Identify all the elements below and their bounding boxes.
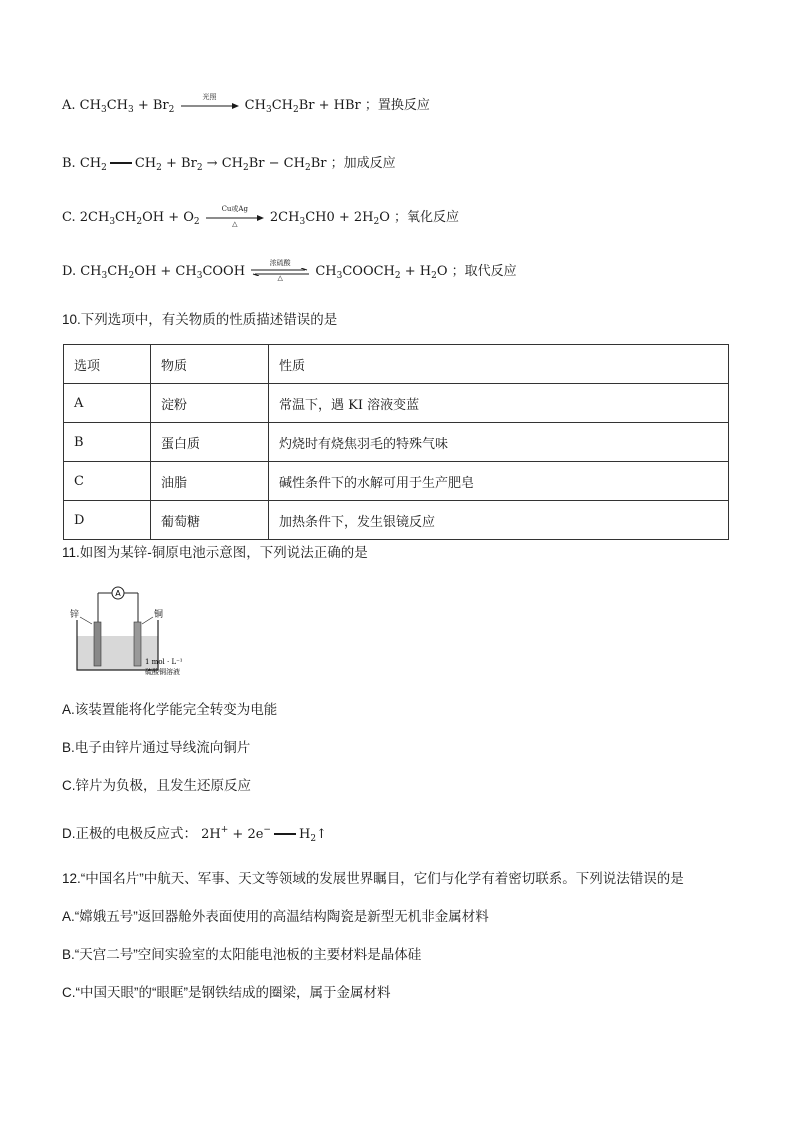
table-row [64, 501, 729, 540]
reaction-condition: 浓硫酸 [269, 258, 291, 267]
zinc-label: 锌 [70, 610, 80, 620]
reaction-type: ；置换反应 [364, 98, 430, 113]
table-cell: 油脂 [151, 462, 269, 501]
reaction-type: ；取代反应 [451, 264, 517, 279]
table-cell: C [64, 462, 151, 501]
table-cell: 灼烧时有烧焦羽毛的特殊气味 [269, 423, 729, 462]
option-label: A. [62, 98, 76, 113]
table-cell: D [64, 501, 151, 540]
q10-stem: 10.下列选项中，有关物质的性质描述错误的是 [62, 312, 338, 327]
q12-option-b[interactable]: B.“天宫二号”空间实验室的太阳能电池板的主要材料是晶体硅 [62, 947, 422, 962]
q11-option-b[interactable]: B.电子由锌片通过导线流向铜片 [62, 740, 251, 755]
solution-name: 硫酸铜溶液 [145, 668, 180, 676]
zinc-electrode [94, 622, 101, 666]
q12-stem: 12.“中国名片”中航天、军事、天文等领域的发展世界瞩目，它们与化学有着密切联系。下列说法错误的是 [62, 871, 684, 886]
option-label: D. [62, 264, 77, 279]
q12-option-a[interactable]: A.“嫦娥五号”返回器舱外表面使用的高温结构陶瓷是新型无机非金属材料 [62, 909, 489, 924]
table-row [64, 384, 729, 423]
reversible-arrow-icon [251, 258, 309, 282]
reaction-type: ；氧化反应 [394, 210, 460, 225]
option-label: B. [62, 156, 76, 171]
table-header: 选项 [64, 345, 151, 384]
table-cell: 蛋白质 [151, 423, 269, 462]
table-cell: 常温下，遇 KI 溶液变蓝 [269, 384, 729, 423]
q9-option-b[interactable]: B. $CH_2$ $CH_2 + Br_2 \to CH_2Br - CH_2Br$ ；加成反应 [62, 156, 396, 173]
reaction-condition: Cu或Ag [221, 204, 248, 213]
table-cell: 淀粉 [151, 384, 269, 423]
q12-option-c[interactable]: C.“中国天眼”的“眼眶”是钢铁结成的圈梁，属于金属材料 [62, 985, 391, 1000]
q11-option-c[interactable]: C.锌片为负极，且发生还原反应 [62, 778, 251, 793]
q11-option-a[interactable]: A.该装置能将化学能完全转变为电能 [62, 702, 278, 717]
reaction-condition-heat: △ [232, 219, 238, 228]
galvanic-cell-figure [70, 580, 190, 680]
copper-electrode [134, 622, 141, 666]
option-d-text: D.正极的电极反应式： [62, 826, 197, 841]
q9-option-d[interactable]: D. $CH_3CH_2OH$ + $CH_3COOH$ 浓硫酸 △ $CH_3COOCH_2 + H_2O$ ；取代反应 [62, 258, 517, 282]
table-cell: B [64, 423, 151, 462]
table-row [64, 423, 729, 462]
reaction-arrow-icon [206, 204, 264, 228]
table-cell: 加热条件下，发生银镜反应 [269, 501, 729, 540]
table-cell: 碱性条件下的水解可用于生产肥皂 [269, 462, 729, 501]
table-row [64, 462, 729, 501]
reaction-condition: 光照 [202, 92, 217, 101]
q9-option-c[interactable]: C. $2CH_3CH_2OH + O_2$ Cu或Ag △ $2CH_3CH0 + 2H_2O$ ；氧化反应 [62, 204, 460, 228]
ammeter-label: A [115, 589, 121, 598]
table-cell: 葡萄糖 [151, 501, 269, 540]
reaction-type: ；加成反应 [330, 156, 396, 171]
option-label: C. [62, 210, 76, 225]
table-cell: A [64, 384, 151, 423]
double-bond-icon [110, 162, 132, 166]
table-header: 性质 [269, 345, 729, 384]
reaction-arrow-icon [181, 92, 239, 113]
solution-concentration: 1 mol · L⁻¹ [145, 658, 183, 666]
q11-option-d[interactable]: D.正极的电极反应式： 2H+ + 2e− $H_2↑$ [62, 825, 327, 844]
table-header-row [64, 345, 729, 384]
copper-label: 铜 [154, 610, 164, 620]
reaction-condition-heat: △ [277, 273, 283, 282]
q9-option-a[interactable]: A. $CH_3CH_3 + Br_2$ 光照 $CH_3CH_2Br$ + HBr ；置换反应 [62, 92, 430, 115]
q10-table [63, 344, 729, 540]
equals-bar-icon [274, 833, 296, 837]
table-header: 物质 [151, 345, 269, 384]
q11-stem: 11.如图为某锌-铜原电池示意图，下列说法正确的是 [62, 545, 368, 560]
